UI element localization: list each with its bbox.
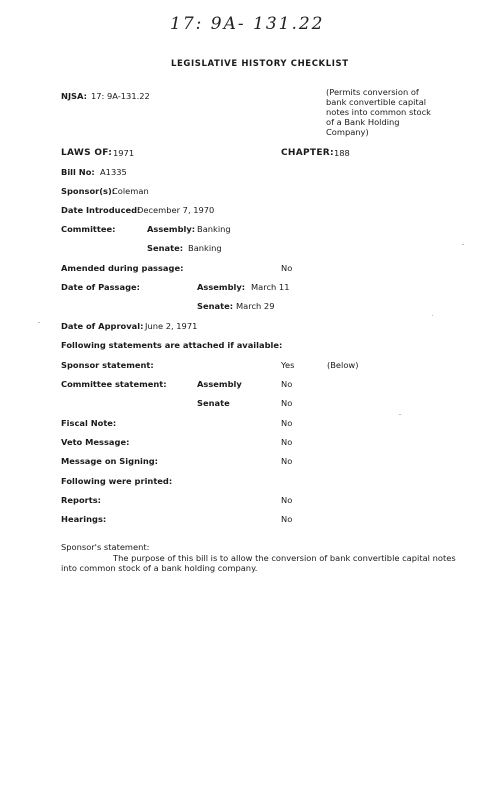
bill-description: (Permits conversion of bank convertible capital notes into common stock of a Bank Holding Company) (326, 87, 431, 137)
amended-value: No (281, 263, 293, 273)
committee-statement-senate-value: No (281, 398, 293, 408)
bill-no-value: A1335 (100, 167, 127, 177)
sponsors-label: Sponsor(s): (61, 186, 116, 196)
amended-label: Amended during passage: (61, 263, 184, 273)
date-of-passage-label: Date of Passage: (61, 282, 140, 292)
chapter-value: 188 (334, 148, 350, 158)
njsa-value: 17: 9A-131.22 (91, 91, 150, 101)
fiscal-note-label: Fiscal Note: (61, 418, 117, 428)
sponsor-statement-heading: Sponsor's statement: (61, 542, 150, 552)
committee-statement-senate-label: Senate (197, 398, 230, 408)
committee-label: Committee: (61, 224, 116, 234)
committee-statement-assembly-value: No (281, 379, 293, 389)
sponsor-statement-value: Yes (281, 360, 295, 370)
hearings-value: No (281, 514, 293, 524)
committee-statement-label: Committee statement: (61, 379, 167, 389)
scan-speck (432, 315, 433, 316)
reports-label: Reports: (61, 495, 101, 505)
scan-speck (38, 322, 40, 323)
sponsor-statement-label: Sponsor statement: (61, 360, 154, 370)
sponsors-value: Coleman (112, 186, 149, 196)
passage-assembly-label: Assembly: (197, 282, 246, 292)
page-title: LEGISLATIVE HISTORY CHECKLIST (171, 59, 349, 69)
chapter-label: CHAPTER: (281, 148, 334, 158)
veto-message-label: Veto Message: (61, 437, 130, 447)
laws-of-value: 1971 (113, 148, 135, 158)
njsa-label: NJSA: (61, 91, 87, 101)
passage-assembly-value: March 11 (251, 282, 290, 292)
printed-heading: Following were printed: (61, 476, 173, 486)
bill-no-label: Bill No: (61, 167, 95, 177)
scan-speck (462, 244, 464, 245)
date-introduced-label: Date Introduced: (61, 205, 141, 215)
scan-speck (399, 414, 401, 415)
laws-of-label: LAWS OF: (61, 148, 113, 158)
committee-senate-label: Senate: (147, 243, 184, 253)
committee-assembly-value: Banking (197, 224, 231, 234)
committee-assembly-label: Assembly: (147, 224, 196, 234)
hearings-label: Hearings: (61, 514, 107, 524)
committee-senate-value: Banking (188, 243, 222, 253)
sponsor-statement-block (61, 542, 461, 574)
sponsor-statement-note: (Below) (327, 360, 359, 370)
message-on-signing-label: Message on Signing: (61, 456, 158, 466)
handwritten-citation: 17: 9A- 131.22 (170, 14, 325, 34)
committee-statement-assembly-label: Assembly (197, 379, 242, 389)
passage-senate-value: March 29 (236, 301, 275, 311)
attached-heading: Following statements are attached if available: (61, 340, 283, 350)
sponsor-statement-body: The purpose of this bill is to allow the conversion of bank convertible capital notes into common stock of a bank holding company. (61, 552, 456, 573)
date-introduced-value: December 7, 1970 (137, 205, 215, 215)
passage-senate-label: Senate: (197, 301, 234, 311)
date-of-approval-label: Date of Approval: (61, 321, 144, 331)
fiscal-note-value: No (281, 418, 293, 428)
message-on-signing-value: No (281, 456, 293, 466)
veto-message-value: No (281, 437, 293, 447)
date-of-approval-value: June 2, 1971 (145, 321, 198, 331)
reports-value: No (281, 495, 293, 505)
